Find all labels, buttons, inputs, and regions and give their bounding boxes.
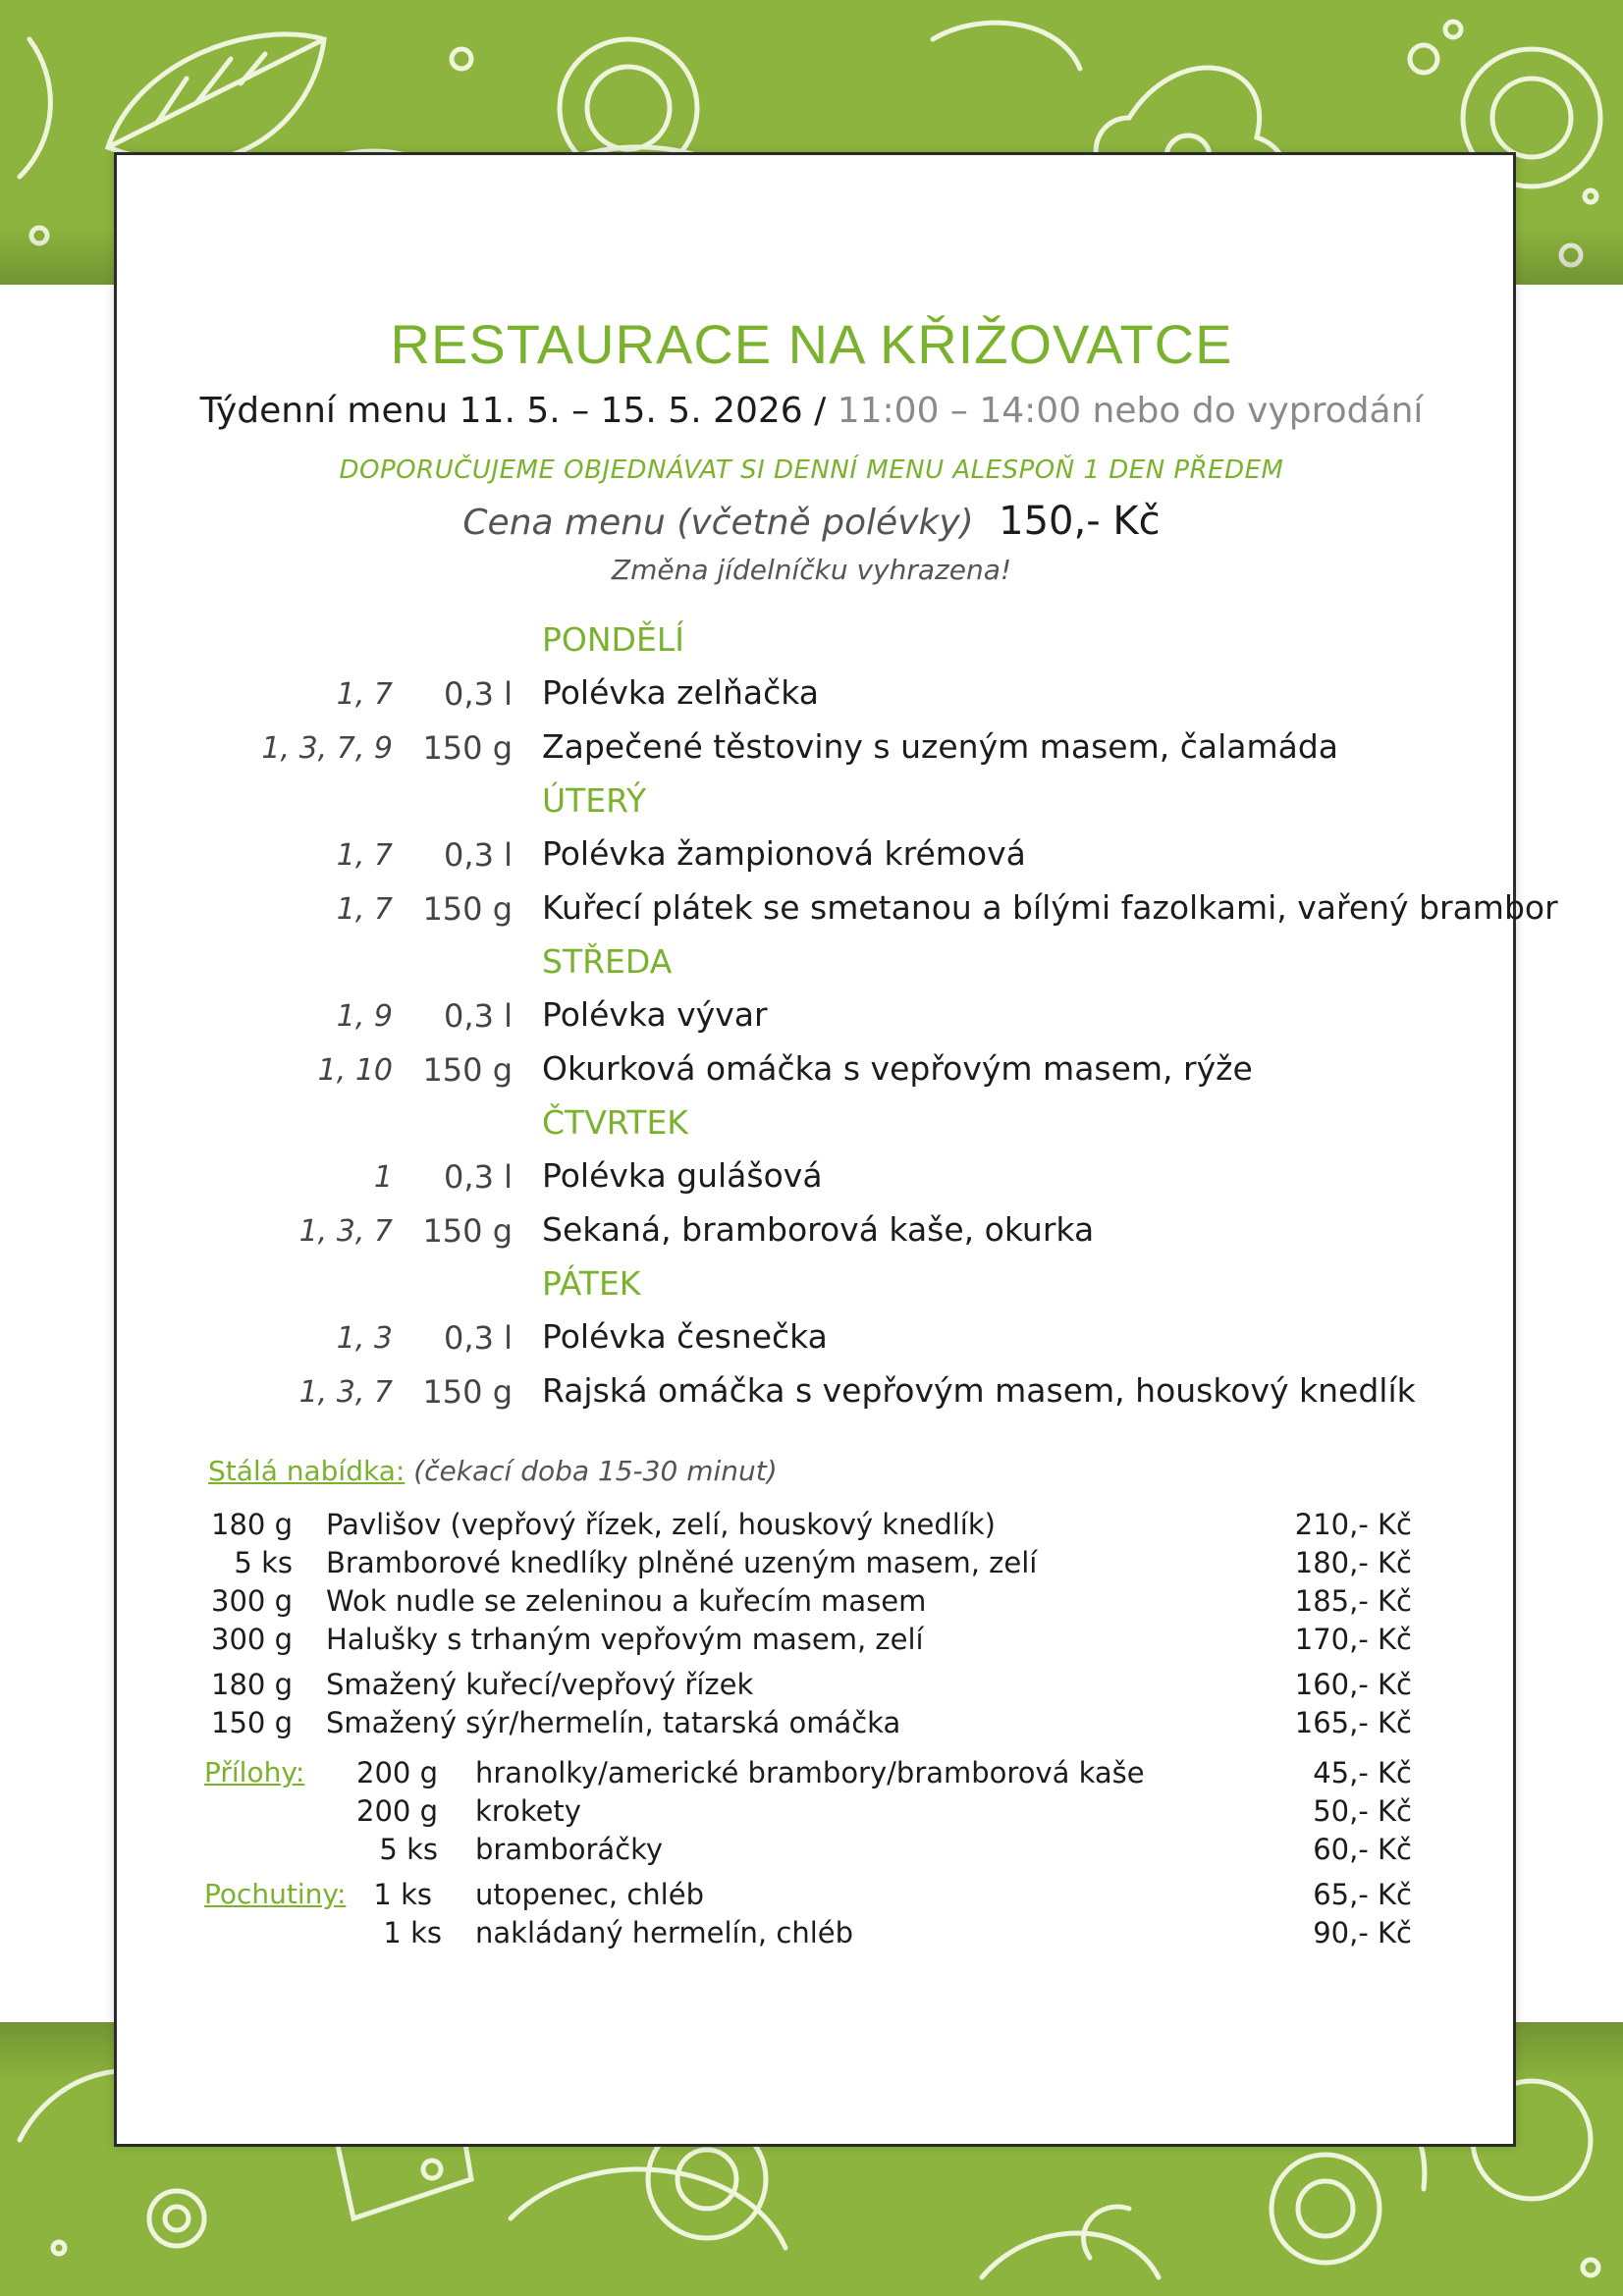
- price: 50,- Kč: [1313, 1794, 1412, 1828]
- menu-price-label: Cena menu (včetně polévky): [462, 503, 974, 543]
- day-name-wednesday: STŘEDA: [542, 942, 673, 981]
- waiting-time: (čekací doba 15-30 minut): [413, 1455, 778, 1487]
- day-name-friday: PÁTEK: [542, 1264, 641, 1303]
- allergens: 1, 10: [317, 1053, 393, 1088]
- opening-hours: 11:00 – 14:00 nebo do vyprodání: [837, 391, 1424, 431]
- allergens: 1, 7: [336, 892, 393, 927]
- portion: 300 g: [211, 1623, 293, 1656]
- standing-offer-heading: [208, 1455, 778, 1487]
- allergens: 1, 7: [336, 838, 393, 873]
- portion: 200 g: [356, 1756, 438, 1789]
- portion: 200 g: [356, 1794, 438, 1828]
- dish-name: Polévka gulášová: [542, 1156, 823, 1195]
- price: 60,- Kč: [1313, 1833, 1412, 1866]
- portion: 180 g: [211, 1668, 293, 1701]
- side-name: krokety: [475, 1794, 581, 1828]
- dish-name: Zapečené těstoviny s uzeným masem, čalamáda: [542, 727, 1339, 766]
- portion: 150 g: [211, 1706, 293, 1739]
- price: 165,- Kč: [1294, 1706, 1412, 1739]
- portion: 150 g: [422, 890, 513, 928]
- dish-name: Polévka vývar: [542, 995, 768, 1034]
- allergens: 1, 3: [336, 1321, 393, 1356]
- dish-name: Pavlišov (vepřový řízek, zelí, houskový knedlík): [326, 1508, 996, 1541]
- portion: 150 g: [422, 1212, 513, 1250]
- allergens: 1, 3, 7: [298, 1375, 393, 1410]
- price: 185,- Kč: [1294, 1584, 1412, 1618]
- week-subtitle: [0, 391, 1623, 431]
- price: 160,- Kč: [1294, 1668, 1412, 1701]
- dish-name: Smažený sýr/hermelín, tatarská omáčka: [326, 1706, 901, 1739]
- portion: 1 ks: [383, 1916, 442, 1949]
- allergens: 1, 3, 7: [298, 1214, 393, 1249]
- price: 180,- Kč: [1294, 1546, 1412, 1579]
- portion: 180 g: [211, 1508, 293, 1541]
- portion: 300 g: [211, 1584, 293, 1618]
- menu-price-line: [0, 499, 1623, 544]
- day-name-tuesday: ÚTERÝ: [542, 781, 647, 820]
- dish-name: Halušky s trhaným vepřovým masem, zelí: [326, 1623, 924, 1656]
- dish-name: Wok nudle se zeleninou a kuřecím masem: [326, 1584, 927, 1618]
- dish-name: Okurková omáčka s vepřovým masem, rýže: [542, 1049, 1253, 1088]
- allergens: 1, 3, 7, 9: [261, 731, 393, 766]
- portion: 150 g: [422, 1373, 513, 1411]
- dish-name: Polévka zelňačka: [542, 673, 819, 712]
- allergens: 1, 9: [336, 999, 393, 1034]
- portion: 0,3 l: [444, 1319, 513, 1357]
- side-name: bramboráčky: [475, 1833, 664, 1866]
- portion: 0,3 l: [444, 675, 513, 713]
- dish-name: Rajská omáčka s vepřovým masem, houskový knedlík: [542, 1371, 1416, 1410]
- portion: 0,3 l: [444, 836, 513, 874]
- price: 210,- Kč: [1294, 1508, 1412, 1541]
- price: 170,- Kč: [1294, 1623, 1412, 1656]
- day-name-monday: PONDĚLÍ: [542, 620, 684, 659]
- dish-name: Kuřecí plátek se smetanou a bílými fazolkami, vařený brambor: [542, 888, 1558, 927]
- dish-name: Polévka česnečka: [542, 1317, 828, 1356]
- dish-name: Smažený kuřecí/vepřový řízek: [326, 1668, 754, 1701]
- portion: 0,3 l: [444, 1158, 513, 1196]
- dish-name: Sekaná, bramborová kaše, okurka: [542, 1210, 1095, 1249]
- order-recommendation: DOPORUČUJEME OBJEDNÁVAT SI DENNÍ MENU ALESPOŇ 1 DEN PŘEDEM: [339, 455, 1284, 485]
- portion: 1 ks: [373, 1878, 432, 1911]
- sides-label: Přílohy:: [204, 1756, 305, 1789]
- week-dates: Týdenní menu 11. 5. – 15. 5. 2026 /: [199, 391, 827, 431]
- allergens: 1, 7: [336, 677, 393, 712]
- price: 45,- Kč: [1313, 1756, 1412, 1789]
- menu-price-value: 150,- Kč: [999, 499, 1161, 544]
- standing-offer-label: Stálá nabídka:: [208, 1455, 406, 1487]
- allergens: 1: [373, 1160, 393, 1195]
- dish-name: Polévka žampionová krémová: [542, 834, 1026, 873]
- dish-name: Bramborové knedlíky plněné uzeným masem, zelí: [326, 1546, 1038, 1579]
- day-name-thursday: ČTVRTEK: [542, 1103, 688, 1142]
- price: 90,- Kč: [1313, 1916, 1412, 1949]
- snacks-label: Pochutiny:: [204, 1878, 347, 1910]
- snack-name: utopenec, chléb: [475, 1878, 704, 1911]
- restaurant-title: RESTAURACE NA KŘIŽOVATCE: [390, 313, 1233, 375]
- change-note: Změna jídelníčku vyhrazena!: [611, 554, 1012, 586]
- portion: 5 ks: [234, 1546, 293, 1579]
- portion: 0,3 l: [444, 997, 513, 1035]
- portion: 5 ks: [379, 1833, 438, 1866]
- price: 65,- Kč: [1313, 1878, 1412, 1911]
- side-name: hranolky/americké brambory/bramborová kaše: [475, 1756, 1145, 1789]
- portion: 150 g: [422, 729, 513, 767]
- portion: 150 g: [422, 1051, 513, 1089]
- snack-name: nakládaný hermelín, chléb: [475, 1916, 854, 1949]
